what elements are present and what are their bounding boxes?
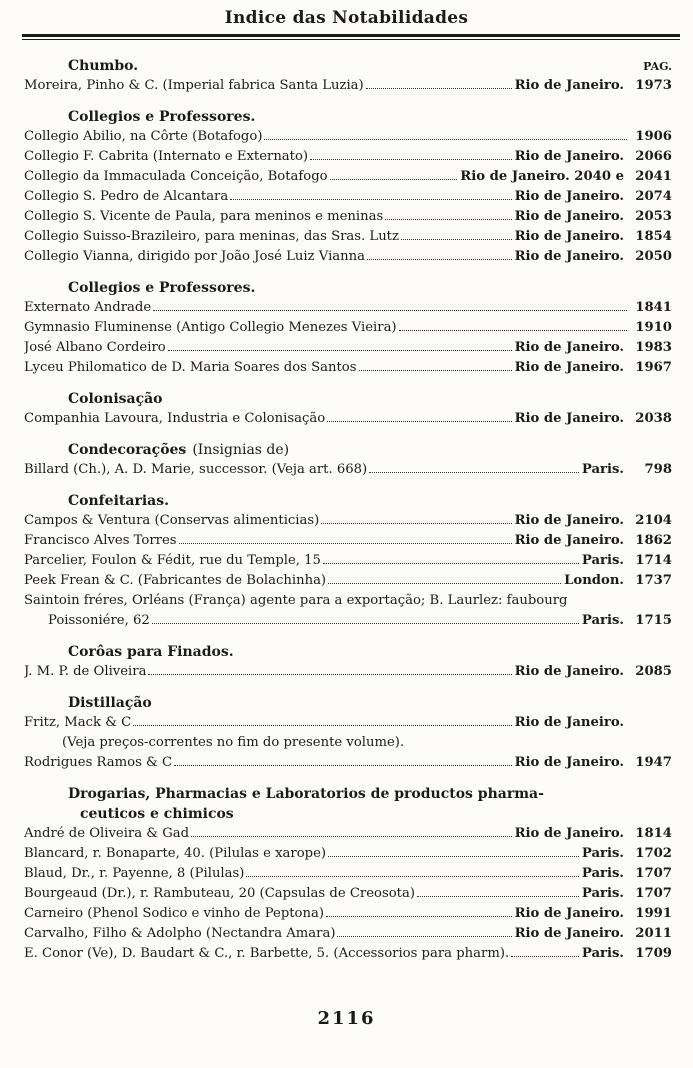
section-title: Corôas para Finados. [68, 644, 234, 660]
index-entry [24, 298, 672, 318]
leader-dots [152, 623, 579, 624]
index-entry [24, 824, 672, 844]
entry-note: (Veja preços-correntes no fim do presente volume). [62, 735, 405, 750]
index-section [24, 784, 672, 964]
entry-place: Rio de Janeiro. [514, 755, 624, 770]
index-section [24, 642, 672, 682]
leader-dots [369, 472, 579, 473]
leader-dots [359, 370, 512, 371]
entry-name: Francisco Alves Torres [24, 533, 177, 548]
index-section [24, 491, 672, 631]
entry-name: Collegio da Immaculada Conceição, Botafogo [24, 169, 328, 184]
section-heading [24, 107, 672, 127]
entry-name: Blaud, Dr., r. Payenne, 8 (Pilulas) [24, 866, 245, 881]
index-entry [24, 147, 672, 167]
leader-dots [326, 916, 512, 917]
leader-dots [327, 421, 511, 422]
section-title: Drogarias, Pharmacias e Laboratorios de productos pharma- [68, 786, 544, 802]
entry-page-number: 1862 [635, 533, 672, 548]
section-heading [24, 491, 672, 511]
entry-place: Paris. [581, 613, 624, 628]
leader-dots [328, 856, 579, 857]
entry-name: Externato Andrade [24, 300, 152, 315]
index-entry [24, 551, 672, 571]
entry-page-number: 2066 [635, 149, 672, 164]
entry-name: André de Oliveira & Gad [24, 826, 190, 841]
entry-name: Poissoniére, 62 [48, 613, 150, 628]
index-section [24, 693, 672, 773]
index-section [24, 107, 672, 267]
leader-dots [328, 583, 561, 584]
entry-place: Paris. [581, 553, 624, 568]
index-entry [24, 167, 672, 187]
index-entry [24, 227, 672, 247]
entry-place: Paris. [581, 846, 624, 861]
entry-place: Rio de Janeiro. [514, 513, 624, 528]
leader-dots [401, 239, 512, 240]
index-section [24, 56, 672, 96]
entry-page-number: 1991 [635, 906, 672, 921]
entry-place: Rio de Janeiro. [514, 926, 624, 941]
entry-name: Peek Frean & C. (Fabricantes de Bolachinha) [24, 573, 327, 588]
leader-dots [153, 310, 627, 311]
entry-name: Collegio Suisso-Brazileiro, para meninas, das Sras. Lutz [24, 229, 399, 244]
leader-dots [385, 219, 511, 220]
entry-name: Blancard, r. Bonaparte, 40. (Pilulas e xarope) [24, 846, 327, 861]
leader-dots [246, 876, 578, 877]
entry-page-number: 798 [644, 462, 672, 477]
entry-place: Paris. [581, 462, 624, 477]
leader-dots [367, 259, 512, 260]
index-entry [24, 864, 672, 884]
entry-place: Rio de Janeiro. [514, 533, 624, 548]
index-section [24, 440, 672, 480]
entry-page-number: 1854 [635, 229, 672, 244]
entry-place: Rio de Janeiro. [514, 826, 624, 841]
section-title: Collegios e Professores. [68, 280, 256, 296]
leader-dots [168, 350, 512, 351]
leader-dots [399, 330, 627, 331]
entry-name: E. Conor (Ve), D. Baudart & C., r. Barbette, 5. (Accessorios para pharm). [24, 946, 510, 961]
index-content [24, 56, 672, 975]
section-heading [24, 56, 672, 76]
leader-dots [323, 563, 579, 564]
entry-place: Rio de Janeiro. [514, 906, 624, 921]
index-entry [24, 338, 672, 358]
entry-page-number: 1709 [635, 946, 672, 961]
entry-name: Bourgeaud (Dr.), r. Rambuteau, 20 (Capsulas de Creosota) [24, 886, 415, 901]
index-entry [24, 207, 672, 227]
entry-name: Gymnasio Fluminense (Antigo Collegio Menezes Vieira) [24, 320, 397, 335]
entry-page-number: 1707 [635, 866, 672, 881]
index-entry [24, 187, 672, 207]
section-title: Distillação [68, 695, 152, 711]
entry-name: Collegio Abilio, na Côrte (Botafogo) [24, 129, 263, 144]
entry-name: Fritz, Mack & C [24, 715, 132, 730]
index-entry [24, 713, 672, 733]
leader-dots [264, 139, 627, 140]
entry-page-number: 1983 [635, 340, 672, 355]
section-heading [24, 784, 672, 804]
section-heading [24, 389, 672, 409]
entry-place: Rio de Janeiro. [514, 360, 624, 375]
entry-name: Moreira, Pinho & C. (Imperial fabrica Santa Luzia) [24, 78, 364, 93]
entry-page-number: 2050 [635, 249, 672, 264]
index-entry [24, 611, 672, 631]
entry-name: Carvalho, Filho & Adolpho (Nectandra Amara) [24, 926, 336, 941]
entry-place: Rio de Janeiro. [514, 149, 624, 164]
leader-dots [179, 543, 512, 544]
index-section [24, 389, 672, 429]
entry-page-number: 2085 [635, 664, 672, 679]
index-entry [24, 591, 672, 611]
entry-name: Collegio F. Cabrita (Internato e Externato) [24, 149, 309, 164]
index-entry [24, 358, 672, 378]
index-section [24, 278, 672, 378]
entry-name: Carneiro (Phenol Sodico e vinho de Peptona) [24, 906, 325, 921]
entry-page-number: 2104 [635, 513, 672, 528]
entry-page-number: 1707 [635, 886, 672, 901]
index-entry [24, 884, 672, 904]
index-entry [24, 924, 672, 944]
entry-page-number: 1715 [635, 613, 672, 628]
entry-page-number: 2038 [635, 411, 672, 426]
entry-place: London. [564, 573, 624, 588]
index-entry [24, 247, 672, 267]
section-title: Collegios e Professores. [68, 109, 256, 125]
entry-page-number: 1973 [635, 78, 672, 93]
entry-name: Campos & Ventura (Conservas alimenticias) [24, 513, 320, 528]
entry-name: José Albano Cordeiro [24, 340, 166, 355]
entry-place: Rio de Janeiro. [514, 78, 624, 93]
entry-page-number: 1702 [635, 846, 672, 861]
entry-page-number: 2053 [635, 209, 672, 224]
entry-place: Rio de Janeiro. [514, 411, 624, 426]
section-heading [24, 693, 672, 713]
index-entry [24, 76, 672, 96]
leader-dots [366, 88, 512, 89]
page-title: Indice das Notabilidades [224, 8, 469, 28]
entry-place: Paris. [581, 946, 624, 961]
entry-page-number: 1967 [635, 360, 672, 375]
entry-name: Saintoin fréres, Orléans (França) agente para a exportação; B. Laurlez: faubourg [24, 593, 568, 608]
leader-dots [230, 199, 511, 200]
index-entry [24, 662, 672, 682]
page-number: 2116 [317, 1008, 376, 1029]
section-heading [24, 440, 672, 460]
leader-dots [174, 765, 512, 766]
entry-page-number: 2074 [635, 189, 672, 204]
entry-page-number: 2041 [635, 169, 672, 184]
section-heading [24, 278, 672, 298]
index-entry [24, 571, 672, 591]
entry-page-number: 1814 [635, 826, 672, 841]
entry-place: Rio de Janeiro. [514, 715, 624, 730]
entry-place: Rio de Janeiro. 2040 e [460, 169, 624, 184]
section-heading [24, 642, 672, 662]
header-rule-thick [22, 34, 680, 37]
section-subtitle: (Insignias de) [192, 442, 290, 458]
leader-dots [337, 936, 511, 937]
entry-page-number: 1906 [635, 129, 672, 144]
entry-name: Parcelier, Foulon & Fédit, rue du Temple, 15 [24, 553, 321, 568]
entry-name: Companhia Lavoura, Industria e Colonisação [24, 411, 326, 426]
entry-place: Rio de Janeiro. [514, 189, 624, 204]
entry-page-number: 1910 [635, 320, 672, 335]
entry-page-number: 2011 [635, 926, 672, 941]
entry-place: Paris. [581, 886, 624, 901]
leader-dots [191, 836, 512, 837]
entry-page-number: 1737 [635, 573, 672, 588]
entry-name: Collegio S. Vicente de Paula, para meninos e meninas [24, 209, 384, 224]
index-entry [24, 460, 672, 480]
entry-place: Rio de Janeiro. [514, 209, 624, 224]
index-entry [24, 531, 672, 551]
leader-dots [133, 725, 511, 726]
entry-name: Billard (Ch.), A. D. Marie, successor. (Veja art. 668) [24, 462, 368, 477]
index-entry [24, 127, 672, 147]
entry-name: Collegio Vianna, dirigido por João José Luiz Vianna [24, 249, 365, 264]
entry-place: Rio de Janeiro. [514, 664, 624, 679]
leader-dots [148, 674, 511, 675]
section-title: Condecorações [68, 442, 187, 458]
entry-page-number: 1947 [635, 755, 672, 770]
index-entry [24, 844, 672, 864]
entry-place: Paris. [581, 866, 624, 881]
leader-dots [321, 523, 511, 524]
entry-place: Rio de Janeiro. [514, 229, 624, 244]
leader-dots [417, 896, 579, 897]
index-entry [24, 511, 672, 531]
index-entry [24, 904, 672, 924]
leader-dots [310, 159, 512, 160]
leader-dots [330, 179, 458, 180]
index-entry [24, 318, 672, 338]
entry-name: Rodrigues Ramos & C [24, 755, 173, 770]
entry-name: Collegio S. Pedro de Alcantara [24, 189, 229, 204]
index-entry [24, 409, 672, 429]
entry-place: Rio de Janeiro. [514, 340, 624, 355]
entry-name: Lyceu Philomatico de D. Maria Soares dos Santos [24, 360, 357, 375]
section-title: Colonisação [68, 391, 163, 407]
entry-page-number: 1714 [635, 553, 672, 568]
entry-name: J. M. P. de Oliveira [24, 664, 147, 679]
section-title-continued: ceuticos e chimicos [80, 806, 234, 822]
section-title: Chumbo. [68, 58, 139, 74]
index-entry [24, 753, 672, 773]
leader-dots [511, 956, 579, 957]
entry-page-number: 1841 [635, 300, 672, 315]
header-rule-thin [22, 39, 680, 40]
section-title: Confeitarias. [68, 493, 169, 509]
page-column-label: PAG. [643, 60, 672, 73]
index-entry [24, 944, 672, 964]
entry-place: Rio de Janeiro. [514, 249, 624, 264]
